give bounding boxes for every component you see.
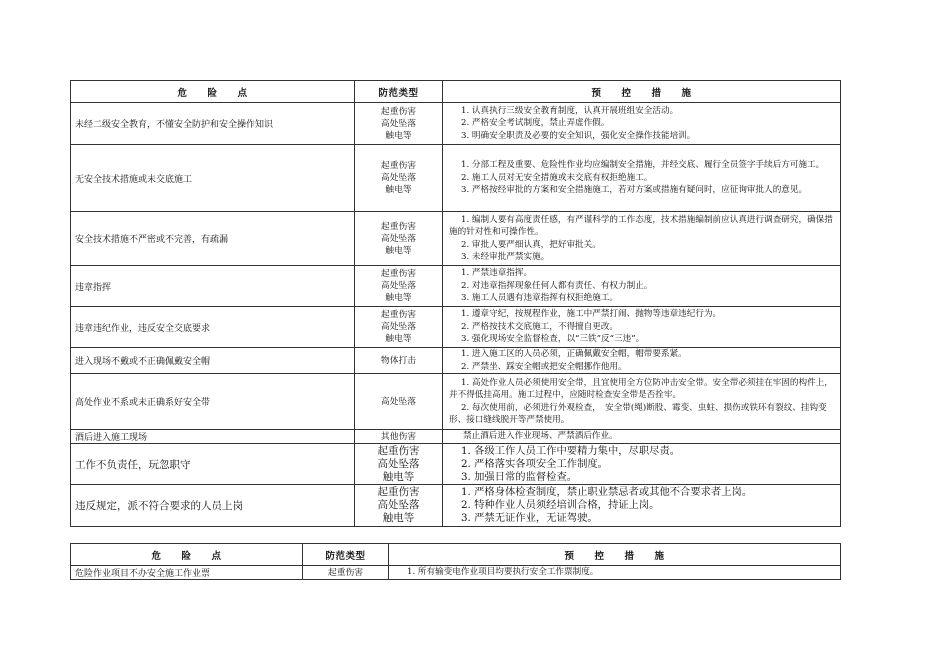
measures-cell: 1. 严禁违章指挥。 2. 对违章指挥现象任何人都有责任、有权力制止。 3. 施工人员遇有违章指挥有权拒绝施工。 (443, 266, 841, 307)
hazard-cell: 无安全技术措施或未交底施工 (71, 145, 355, 212)
header-category: 防范类型 (303, 544, 389, 566)
hazard-cell: 违章违纪作业，违反安全交底要求 (71, 307, 355, 348)
table-header-row (71, 81, 841, 103)
measures-cell: 1. 遵章守纪，按规程作业，施工中严禁打闹、抛物等违章违纪行为。 2. 严格按技术交底施工，不得擅自更改。 3. 强化现场安全监督检查，以“三铁”反“三违”。 (443, 307, 841, 348)
measures-cell: 1. 认真执行三级安全教育制度，认真开展班组安全活动。 2. 严格安全考试制度，禁止弄虚作假。 3. 明确安全职责及必要的安全知识，强化安全操作技能培训。 (443, 103, 841, 145)
hazard-cell: 进入现场不戴或不正确佩戴安全帽 (71, 348, 355, 374)
table-row (71, 444, 841, 485)
measures-cell: 1. 严格身体检查制度，禁止职业禁忌者或其他不合要求者上岗。 2. 特种作业人员须经培训合格，持证上岗。 3. 严禁无证作业，无证驾驶。 (443, 485, 841, 527)
category-cell: 起重伤害 高处坠落 触电等 (355, 444, 443, 485)
category-cell: 起重伤害 高处坠落 触电等 (355, 266, 443, 307)
category-cell: 起重伤害 (303, 566, 389, 580)
table-row (71, 348, 841, 374)
table-row (71, 374, 841, 430)
category-cell: 其他伤害 (355, 430, 443, 444)
category-cell: 起重伤害 高处坠落 触电等 (355, 485, 443, 527)
hazard-cell: 危险作业项目不办安全施工作业票 (71, 566, 303, 580)
category-cell: 起重伤害 高处坠落 触电等 (355, 212, 443, 266)
hazard-cell: 高处作业不系或未正确系好安全带 (71, 374, 355, 430)
header-hazard: 危 险 点 (71, 544, 303, 566)
measures-cell: 1. 分部工程及重要、危险性作业均应编制安全措施，并经交底、履行全员签字手续后方可施工。 2. 施工人员对无安全措施或未交底有权拒绝施工。 3. 严格按经审批的方案和安全措施施工，若对方案或措施有疑问时，应征询审批人的意见。 (443, 145, 841, 212)
table-row (71, 212, 841, 266)
safety-table-2 (70, 543, 841, 580)
category-cell: 起重伤害 高处坠落 触电等 (355, 103, 443, 145)
category-cell: 起重伤害 高处坠落 触电等 (355, 307, 443, 348)
safety-table-1 (70, 80, 841, 527)
hazard-cell: 未经二级安全教育，不懂安全防护和安全操作知识 (71, 103, 355, 145)
table-row (71, 145, 841, 212)
table-row (71, 485, 841, 527)
table-header-row (71, 544, 841, 566)
category-cell: 物体打击 (355, 348, 443, 374)
measures-cell: 1. 各级工作人员工作中要精力集中，尽职尽责。 2. 严格落实各项安全工作制度。 3. 加强日常的监督检查。 (443, 444, 841, 485)
hazard-cell: 工作不负责任，玩忽职守 (71, 444, 355, 485)
hazard-cell: 安全技术措施不严密或不完善，有疏漏 (71, 212, 355, 266)
hazard-cell: 酒后进入施工现场 (71, 430, 355, 444)
hazard-cell: 违反规定，派不符合要求的人员上岗 (71, 485, 355, 527)
table-row (71, 103, 841, 145)
measures-cell: 禁止酒后进入作业现场、严禁酒后作业。 (443, 430, 841, 444)
measures-cell: 1. 高处作业人员必须使用安全带，且宜使用全方位防冲击安全带。安全带必须挂在牢固的构件上，并不得低挂高用。施工过程中，应随时检查安全带是否拴牢。 2. 每次使用前，必须进行外观检查， 安全带(绳)断股、霉变、虫蛀、损伤或铁环有裂纹、挂钩变形、接口缝线脱开等严禁使用。 (443, 374, 841, 430)
hazard-cell: 违章指挥 (71, 266, 355, 307)
measures-cell: 1. 进入施工区的人员必须，正确佩戴安全帽，帽带要系紧。 2. 严禁坐、踩安全帽或把安全帽挪作他用。 (443, 348, 841, 374)
header-measures: 预 控 措 施 (389, 544, 841, 566)
header-category: 防范类型 (355, 81, 443, 103)
measures-cell: 1. 编制人要有高度责任感，有严谨科学的工作态度，技术措施编制前应认真进行调查研究，确保措施的针对性和可操作性。 2. 审批人要严细认真，把好审批关。 3. 未经审批严禁实施。 (443, 212, 841, 266)
table-row (71, 307, 841, 348)
table-row (71, 566, 841, 580)
category-cell: 高处坠落 (355, 374, 443, 430)
table-row (71, 430, 841, 444)
header-hazard: 危 险 点 (71, 81, 355, 103)
table-row (71, 266, 841, 307)
header-measures: 预 控 措 施 (443, 81, 841, 103)
measures-cell: 1. 所有输变电作业项目均要执行安全工作票制度。 (389, 566, 841, 580)
category-cell: 起重伤害 高处坠落 触电等 (355, 145, 443, 212)
